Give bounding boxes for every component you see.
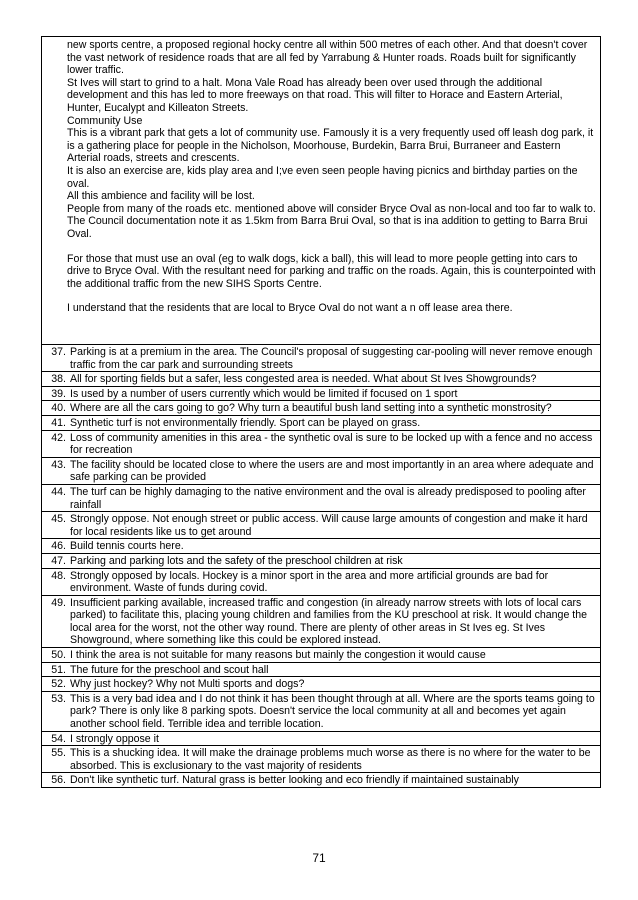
table-cell <box>42 457 601 484</box>
item-text: Don't like synthetic turf. Natural grass is better looking and eco friendly if maintained sustainably <box>70 774 519 787</box>
item-text: Strongly oppose. Not enough street or public access. Will cause large amounts of congestion and make it hard for local residents like us to get around <box>70 513 588 538</box>
list-item <box>42 663 600 677</box>
item-text: Parking and parking lots and the safety of the preschool children at risk <box>70 554 403 567</box>
table-row <box>42 568 601 595</box>
item-number: 55. <box>51 747 66 760</box>
table-cell <box>42 648 601 663</box>
continuation-paragraph: It is also an exercise are, kids play area and I;ve even seen people having picnics and birthday parties on the oval. <box>67 164 578 190</box>
table-row <box>42 731 601 746</box>
item-number: 47. <box>51 554 66 567</box>
table-row <box>42 691 601 731</box>
table-cell <box>42 386 601 401</box>
table-row <box>42 386 601 401</box>
list-item <box>42 485 600 511</box>
table-cell <box>42 553 601 568</box>
table-cell <box>42 662 601 677</box>
table-cell <box>42 401 601 416</box>
table-row <box>42 553 601 568</box>
table-row <box>42 457 601 484</box>
item-number: 52. <box>51 678 66 691</box>
item-number: 56. <box>51 774 66 787</box>
item-number: 40. <box>51 402 66 415</box>
table-cell <box>42 677 601 692</box>
continuation-paragraph: I understand that the residents that are local to Bryce Oval do not want a n off lease area there. <box>67 302 513 315</box>
item-text: The facility should be located close to where the users are and most importantly in an area where adequate and safe parking can be provided <box>70 458 594 484</box>
table-cell <box>42 691 601 731</box>
item-text: Is used by a number of users currently which would be limited if focused on 1 sport <box>70 387 458 400</box>
table-row <box>42 648 601 663</box>
table-cell <box>42 746 601 773</box>
list-item <box>42 554 600 568</box>
list-item <box>42 569 600 595</box>
section-heading-community-use: Community Use <box>67 114 143 127</box>
table-row <box>42 746 601 773</box>
list-item <box>42 539 600 553</box>
item-text: All for sporting fields but a safer, less congested area is needed. What about St Ives Showgrounds? <box>70 373 537 386</box>
continuation-paragraph: For those that must use an oval (eg to walk dogs, kick a ball), this will lead to more people getting into cars to drive to Bryce Oval. With the resultant need for parking and traffic on the roads. Again, this is counterpointed with the additional traffic from the new SIHS Sports Centre. <box>67 252 596 290</box>
item-number: 50. <box>51 649 66 662</box>
item-text: This is a shucking idea. It will make the drainage problems much worse as there is no where for the water to be absorbed. This is exclusionary to the vast majority of residents <box>70 747 591 772</box>
item-number: 44. <box>51 485 66 498</box>
item-text: Insufficient parking available, increased traffic and congestion (in already narrow streets with lots of local cars parked) to facilitate this, placing young children and families from the KU preschool at risk. It would change the local area for the worst, not the other way round. There are plenty of other areas in St Ives eg. St Ives Showground, where something like this could be explored instead. <box>70 596 588 647</box>
table-cell <box>42 372 601 387</box>
table-row <box>42 662 601 677</box>
submissions-table-body <box>42 37 601 788</box>
list-item <box>42 431 600 457</box>
item-number: 51. <box>51 663 66 676</box>
table-cell <box>42 430 601 457</box>
list-item <box>42 401 600 415</box>
table-row <box>42 372 601 387</box>
item-text: I strongly oppose it <box>70 732 159 745</box>
item-number: 41. <box>51 416 66 429</box>
table-row <box>42 539 601 554</box>
table-row <box>42 595 601 647</box>
list-item <box>42 732 600 746</box>
table-cell <box>42 773 601 788</box>
table-row <box>42 345 601 372</box>
item-text: Strongly opposed by locals. Hockey is a minor sport in the area and more artificial grounds are bad for environment. Waste of funds during covid. <box>70 569 549 595</box>
item-number: 49. <box>51 596 66 609</box>
table-cell <box>42 484 601 511</box>
continuation-paragraph: new sports centre, a proposed regional hocky centre all within 500 metres of each other. And that doesn't cover the vast network of residence roads that are all fed by Yarrabung & Hunter roads. Roads built for significantly lower traffic. <box>67 39 588 77</box>
item-number: 39. <box>51 387 66 400</box>
table-cell <box>42 345 601 372</box>
table-cell <box>42 731 601 746</box>
item-text: Synthetic turf is not environmentally friendly. Sport can be played on grass. <box>70 416 421 429</box>
item-number: 53. <box>51 692 66 705</box>
item-text: I think the area is not suitable for many reasons but mainly the congestion it would cause <box>70 649 486 662</box>
list-item <box>42 648 600 662</box>
list-item <box>42 773 600 787</box>
table-row <box>42 401 601 416</box>
list-item <box>42 596 600 647</box>
list-item <box>42 345 600 371</box>
continuation-paragraph: All this ambience and facility will be lost. <box>67 190 255 203</box>
list-item <box>42 512 600 538</box>
item-number: 37. <box>51 346 66 358</box>
table-cell <box>42 595 601 647</box>
item-text: Why just hockey? Why not Multi sports and dogs? <box>70 678 305 691</box>
list-item <box>42 458 600 484</box>
item-number: 48. <box>51 569 66 582</box>
continuation-paragraph: This is a vibrant park that gets a lot of community use. Famously it is a very frequently used off leash dog park, it is a gathering place for people in the Nicholson, Moorhouse, Burdekin, Barra Brui, Burraneer and Eastern Arterial roads, streets and crescents. <box>67 127 594 165</box>
list-item <box>42 746 600 772</box>
table-row <box>42 430 601 457</box>
list-item <box>42 372 600 386</box>
item-text: This is a very bad idea and I do not think it has been thought through at all. Where are the sports teams going to park? There is only like 8 parking spots. Doesn't service the local community at all and becomes yet again another school field. Terrible idea and terrible location. <box>70 692 595 731</box>
item-text: Loss of community amenities in this area - the synthetic oval is sure to be locked up with a fence and no access for recreation <box>70 431 593 457</box>
list-item <box>42 387 600 401</box>
item-text: The future for the preschool and scout hall <box>70 663 269 676</box>
item-number: 42. <box>51 431 66 444</box>
table-cell <box>42 415 601 430</box>
list-item <box>42 692 600 731</box>
submissions-table <box>41 36 601 788</box>
item-text: The turf can be highly damaging to the native environment and the oval is already predisposed to pooling after rainfall <box>70 485 586 511</box>
continuation-paragraph: People from many of the roads etc. mentioned above will consider Bryce Oval as non-local and too far to walk to. The Council documentation note it as 1.5km from Barra Brui Oval, so that is ina addition to getting to Barra Brui Oval. <box>67 202 596 240</box>
item-text: Parking is at a premium in the area. The Council's proposal of suggesting car-pooling will never remove enough traffic from the car park and surrounding streets <box>70 346 593 371</box>
item-number: 54. <box>51 732 66 745</box>
list-item <box>42 416 600 430</box>
continuation-row <box>42 37 601 345</box>
continuation-paragraph: St Ives will start to grind to a halt. Mona Vale Road has already been over used through the additional development and this has led to more freeways on that road. This will filter to Horace and Eastern Arterial, Hunter, Eucalypt and Killeaton Streets. <box>67 76 563 114</box>
table-row <box>42 484 601 511</box>
item-number: 43. <box>51 458 66 471</box>
table-cell <box>42 539 601 554</box>
table-cell <box>42 512 601 539</box>
continuation-cell <box>42 37 601 345</box>
table-row <box>42 773 601 788</box>
item-number: 45. <box>51 513 66 526</box>
page-number: 71 <box>312 851 326 865</box>
item-text: Where are all the cars going to go? Why turn a beautiful bush land setting into a synthetic monstrosity? <box>70 402 552 415</box>
table-row <box>42 512 601 539</box>
item-number: 46. <box>51 540 66 553</box>
table-row <box>42 677 601 692</box>
paragraph-gap <box>67 290 596 302</box>
paragraph-gap <box>67 241 596 253</box>
item-text: Build tennis courts here. <box>70 540 184 553</box>
table-row <box>42 415 601 430</box>
list-item <box>42 677 600 691</box>
item-number: 38. <box>51 373 66 386</box>
table-cell <box>42 568 601 595</box>
